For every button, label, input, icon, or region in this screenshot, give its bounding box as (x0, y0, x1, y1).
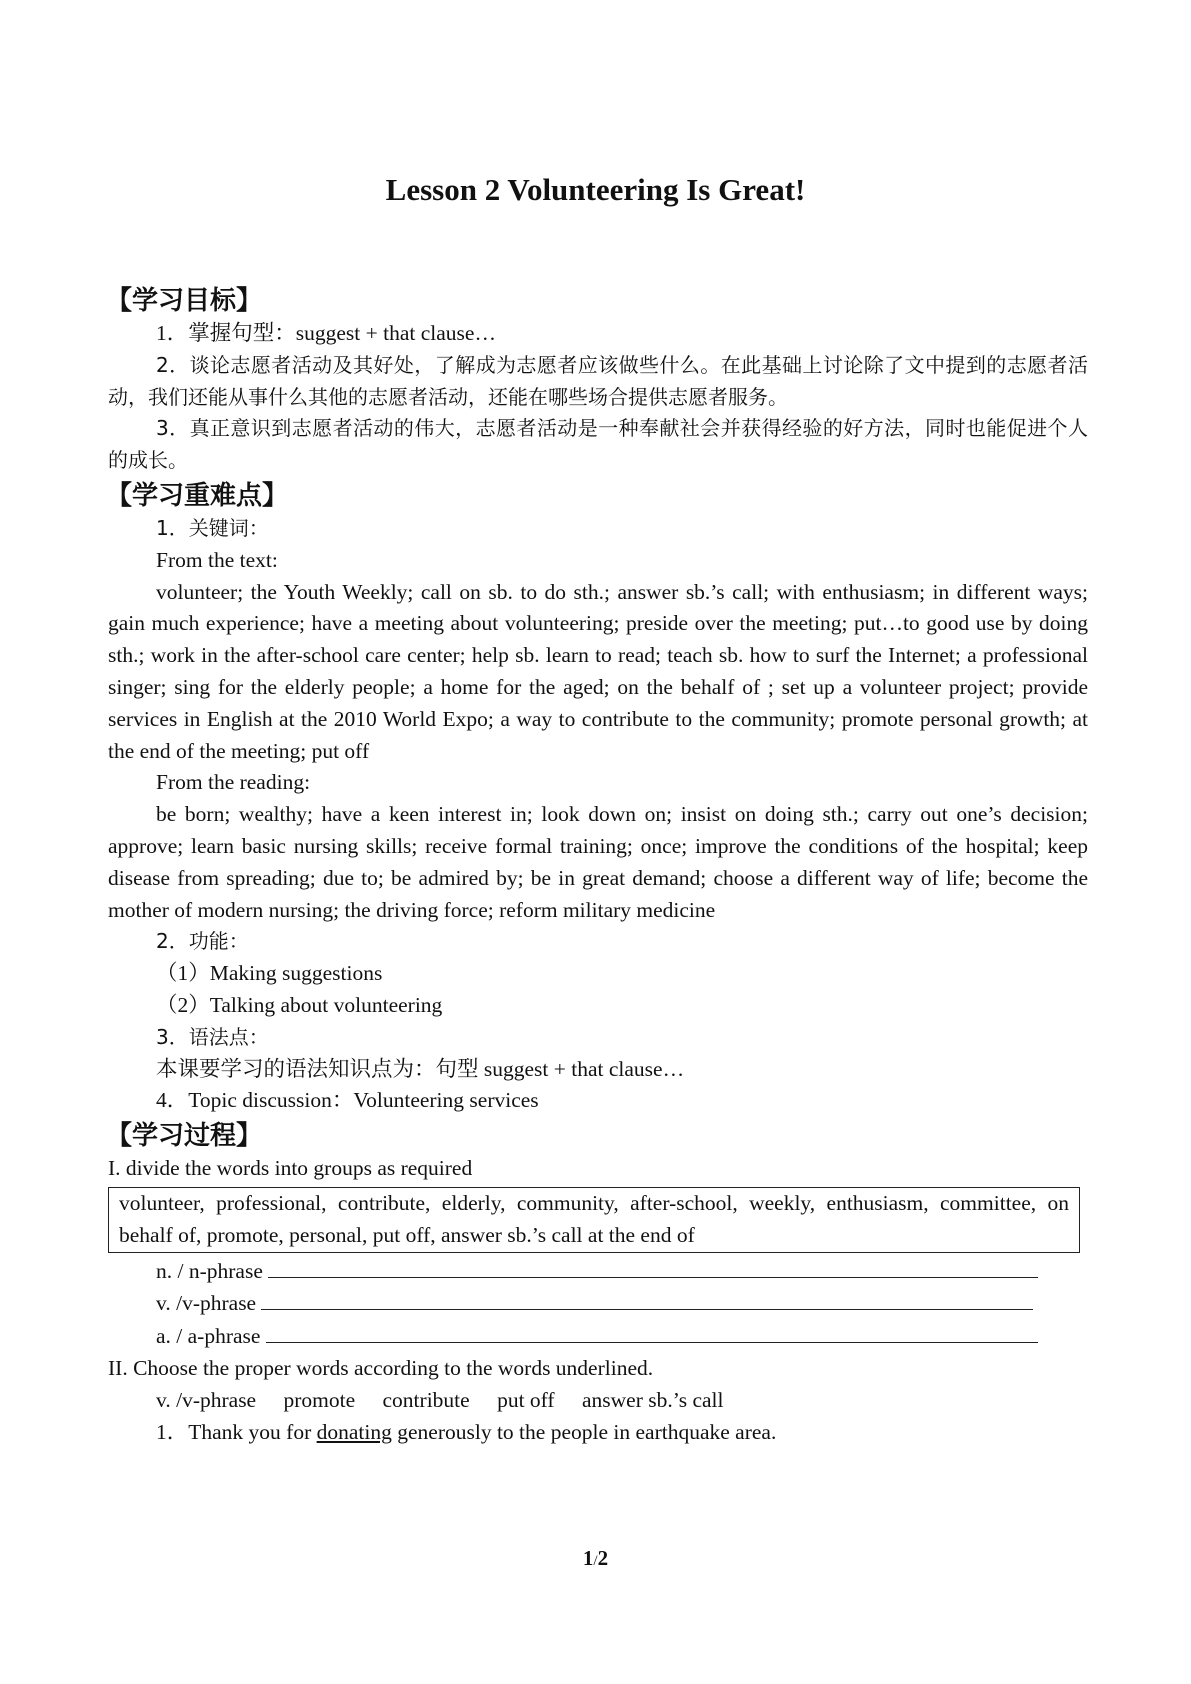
grammar-label: 3．语法点： (156, 1024, 269, 1049)
page-total: 2 (597, 1546, 609, 1570)
document-body (108, 282, 1088, 1448)
part1-title: I. divide the words into groups as required (108, 1156, 473, 1181)
option-promote: promote (283, 1387, 356, 1412)
heading-objectives: 【学习目标】 (106, 286, 263, 316)
blank-row-adj (108, 1320, 1088, 1353)
function-2: （2）Talking about volunteering (156, 992, 443, 1017)
blank-row-noun (108, 1255, 1088, 1288)
blank-row-verb (108, 1287, 1088, 1320)
option-contribute: contribute (382, 1387, 470, 1412)
objective-3: 3．真正意识到志愿者活动的伟大，志愿者活动是一种奉献社会并获得经验的好方法，同时也能促进个人的成长。 (108, 416, 1088, 473)
document-title: Lesson 2 Volunteering Is Great! (385, 172, 806, 207)
answer-line-noun[interactable] (268, 1255, 1038, 1278)
objective-1: 1．掌握句型：suggest + that clause… (156, 321, 496, 345)
page-separator: / (593, 1553, 598, 1569)
answer-line-verb[interactable] (261, 1287, 1033, 1310)
heading-key-points: 【学习重难点】 (106, 480, 289, 511)
page-current: 1 (582, 1546, 594, 1570)
q1-after: generously to the people in earthquake area. (391, 1419, 777, 1444)
option-answer-call: answer sb.’s call (581, 1387, 724, 1412)
objective-2: 2．谈论志愿者活动及其好处，了解成为志愿者应该做些什么。在此基础上讨论除了文中提到的志愿者活动，我们还能从事什么其他的志愿者活动，还能在哪些场合提供志愿者服务。 (108, 352, 1088, 409)
page-number (0, 1546, 1191, 1571)
options-label: v. /v-phrase (156, 1387, 257, 1412)
topic-discussion: 4．Topic discussion：Volunteering services (156, 1088, 539, 1113)
heading-process: 【学习过程】 (106, 1121, 263, 1152)
blank-label-noun: n. / n-phrase (156, 1258, 263, 1283)
from-reading-list: be born; wealthy; have a keen interest in; look down on; insist on doing sth.; carry out one’s decision; approve; learn basic nursing skills; receive formal training; once; improve the conditions of the hospital; keep disease from spreading; due to; be admired by; be in great demand; choose a different way of life; become the mother of modern nursing; the driving force; reform military medicine (108, 802, 1088, 922)
from-reading-label: From the reading: (156, 770, 311, 795)
from-text-list: volunteer; the Youth Weekly; call on sb. to do sth.; answer sb.’s call; with enthusiasm; in different ways; gain much experience; have a meeting about volunteering; preside over the meeting; put…to good use by doing sth.; work in the after-school care center; help sb. learn to read; teach sb. how to surf the Internet; a professional singer; sing for the elderly people; a home for the aged; on the behalf of ; set up a volunteer project; provide services in English at the 2010 World Expo; a way to contribute to the community; promote personal growth; at the end of the meeting; put off (108, 579, 1088, 763)
grammar-point: 本课要学习的语法知识点为：句型 suggest + that clause… (156, 1056, 685, 1081)
from-text-label: From the text: (156, 547, 278, 572)
q1-before: 1．Thank you for (156, 1419, 317, 1444)
functions-label: 2．功能： (156, 929, 249, 954)
answer-line-adj[interactable] (266, 1320, 1038, 1343)
function-1: （1）Making suggestions (156, 961, 383, 986)
question-1 (108, 1417, 1088, 1449)
option-put-off: put off (497, 1387, 555, 1412)
blank-label-verb: v. /v-phrase (156, 1291, 257, 1316)
word-options (108, 1385, 1088, 1417)
keywords-label: 1．关键词： (156, 515, 269, 540)
part2-title: II. Choose the proper words according to the words underlined. (108, 1355, 654, 1380)
word-box: volunteer, professional, contribute, elderly, community, after-school, weekly, enthusiasm, committee, on behalf of, promote, personal, put off, answer sb.’s call at the end of (108, 1187, 1080, 1253)
q1-underlined-word: donating (316, 1419, 392, 1444)
blank-label-adj: a. / a-phrase (156, 1324, 261, 1349)
